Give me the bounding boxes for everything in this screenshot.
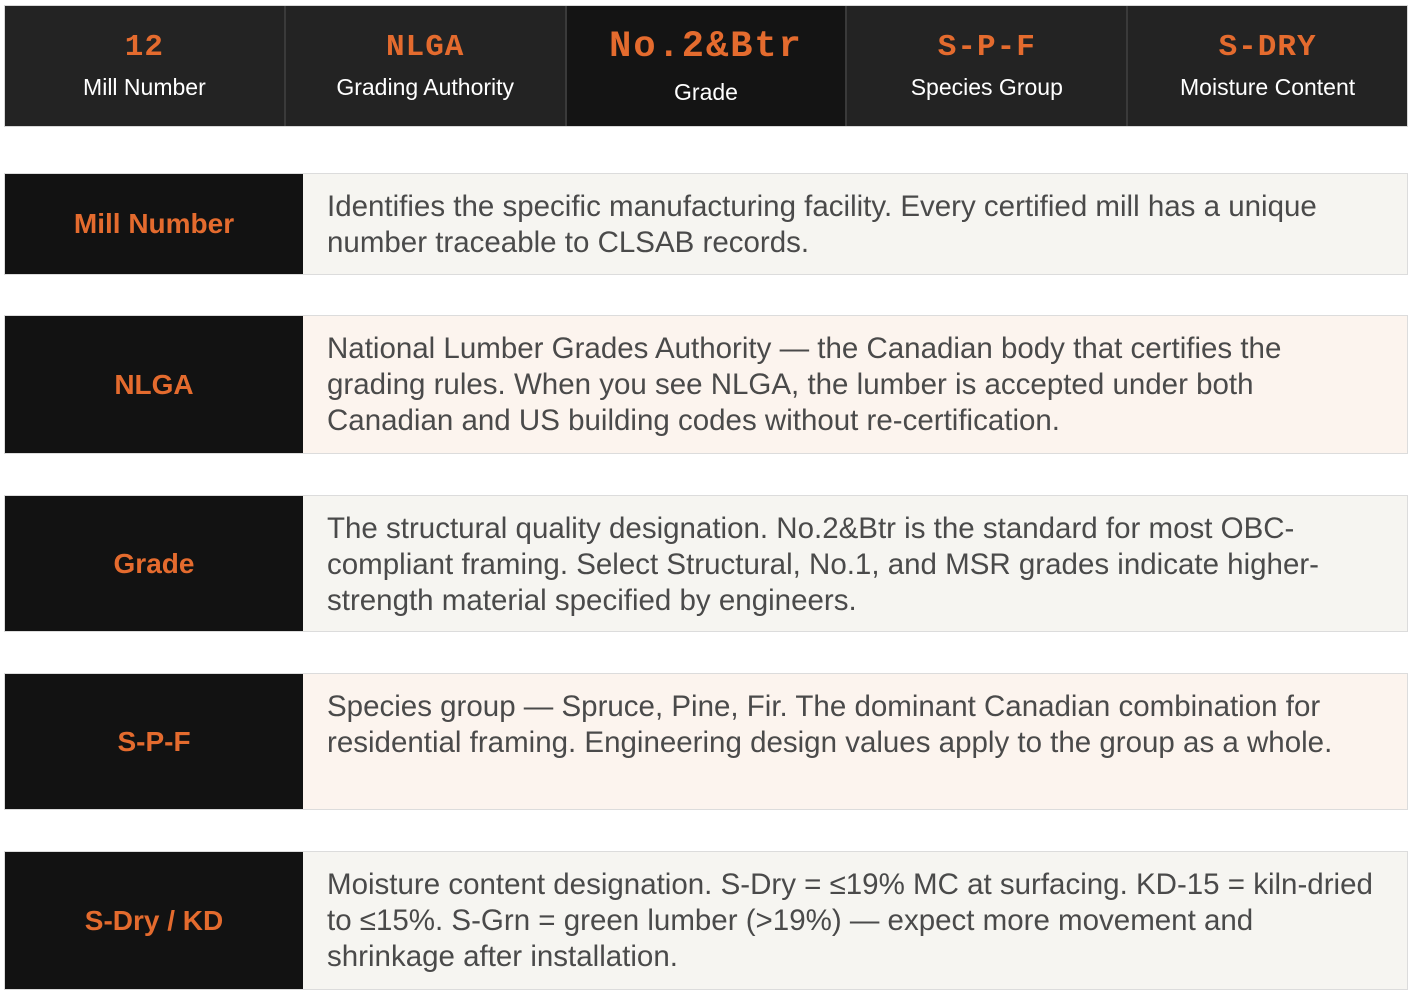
definition-term: Mill Number xyxy=(5,174,303,274)
definition-row-species-group xyxy=(4,673,1408,810)
definition-row-moisture xyxy=(4,851,1408,990)
stamp-label: Mill Number xyxy=(83,74,206,100)
stamp-label: Moisture Content xyxy=(1180,74,1356,100)
definition-row-nlga xyxy=(4,315,1408,454)
stamp-cell-species-group xyxy=(847,6,1128,126)
lumber-stamp-header xyxy=(4,5,1408,127)
definition-term: S-P-F xyxy=(5,674,303,809)
definition-term: NLGA xyxy=(5,316,303,453)
stamp-label: Grading Authority xyxy=(336,74,515,100)
stamp-code: S-DRY xyxy=(1218,30,1317,65)
definition-text: Identifies the specific manufacturing facility. Every certified mill has a unique number traceable to CLSAB records. xyxy=(303,174,1407,274)
stamp-code: NLGA xyxy=(385,30,465,65)
definition-text: The structural quality designation. No.2&Btr is the standard for most OBC-compliant framing. Select Structural, No.1, and MSR grades indicate higher-strength material specified by engineers. xyxy=(303,496,1407,631)
definition-row-grade xyxy=(4,495,1408,632)
definition-row-mill-number xyxy=(4,173,1408,275)
definition-text: Species group — Spruce, Pine, Fir. The dominant Canadian combination for residential framing. Engineering design values apply to the group as a whole. xyxy=(303,674,1407,809)
definition-term: Grade xyxy=(5,496,303,631)
stamp-cell-grade xyxy=(567,6,848,126)
stamp-code: S-P-F xyxy=(937,30,1036,65)
stamp-cell-grading-authority xyxy=(286,6,567,126)
definition-text: National Lumber Grades Authority — the Canadian body that certifies the grading rules. When you see NLGA, the lumber is accepted under both Canadian and US building codes without re-certification. xyxy=(303,316,1407,453)
stamp-code: 12 xyxy=(124,30,164,65)
stamp-label: Species Group xyxy=(910,74,1063,100)
definition-text: Moisture content designation. S-Dry = ≤19% MC at surfacing. KD-15 = kiln-dried to ≤15%. S-Grn = green lumber (>19%) — expect more movement and shrinkage after installation. xyxy=(303,852,1407,989)
stamp-cell-moisture-content xyxy=(1128,6,1407,126)
stamp-cell-mill-number xyxy=(5,6,286,126)
stamp-code: No.2&Btr xyxy=(609,26,803,68)
stamp-label: Grade xyxy=(674,79,738,105)
definition-term: S-Dry / KD xyxy=(5,852,303,989)
